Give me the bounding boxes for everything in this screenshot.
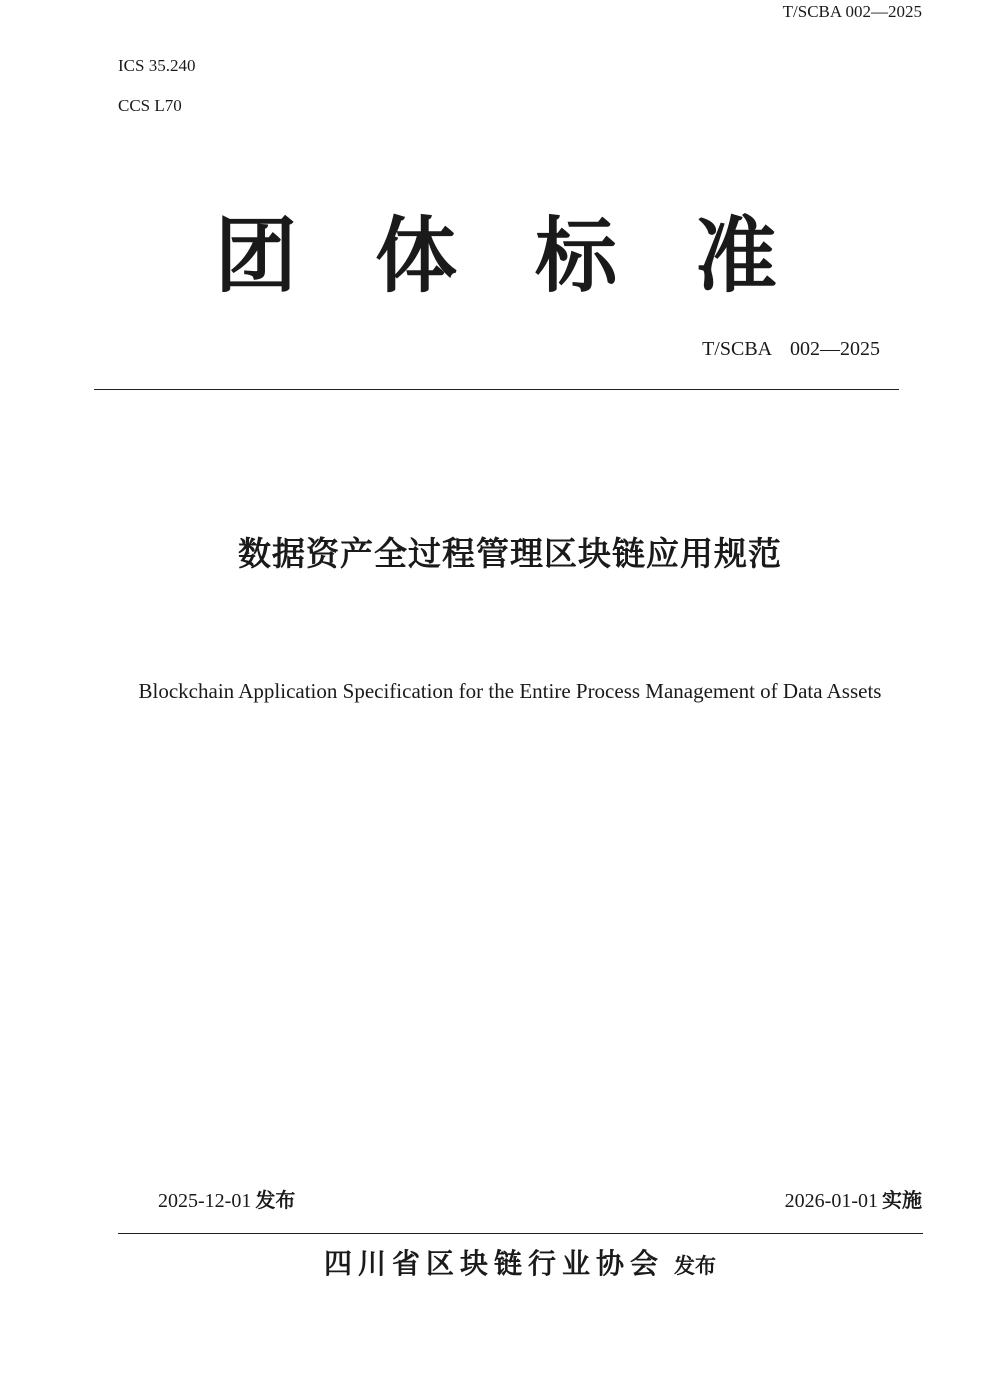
- implementation-date-value: 2026-01-01: [784, 1190, 878, 1212]
- implementation-date: [785, 1184, 922, 1213]
- publish-date-label: 发布: [255, 1188, 296, 1212]
- header-standard-code: T/SCBA 002—2025: [782, 2, 922, 21]
- bottom-divider: [118, 1233, 923, 1234]
- publish-date-value: 2025-12-01: [158, 1190, 252, 1212]
- ics-code: ICS 35.240: [118, 56, 196, 75]
- publisher-name: 四川省区块链行业协会: [323, 1247, 664, 1280]
- publisher: [0, 1242, 992, 1282]
- standard-number: T/SCBA 002—2025: [702, 338, 880, 360]
- publisher-suffix: 发布: [674, 1254, 716, 1278]
- top-divider: [94, 389, 899, 390]
- ccs-code: CCS L70: [118, 96, 182, 115]
- implementation-date-label: 实施: [882, 1188, 922, 1212]
- publish-date: [158, 1184, 295, 1213]
- standard-type-heading: 团体标准: [214, 209, 855, 304]
- title-chinese: 数据资产全过程管理区块链应用规范: [238, 534, 782, 573]
- title-english: Blockchain Application Specification for the Entire Process Management of Data Assets: [138, 679, 882, 703]
